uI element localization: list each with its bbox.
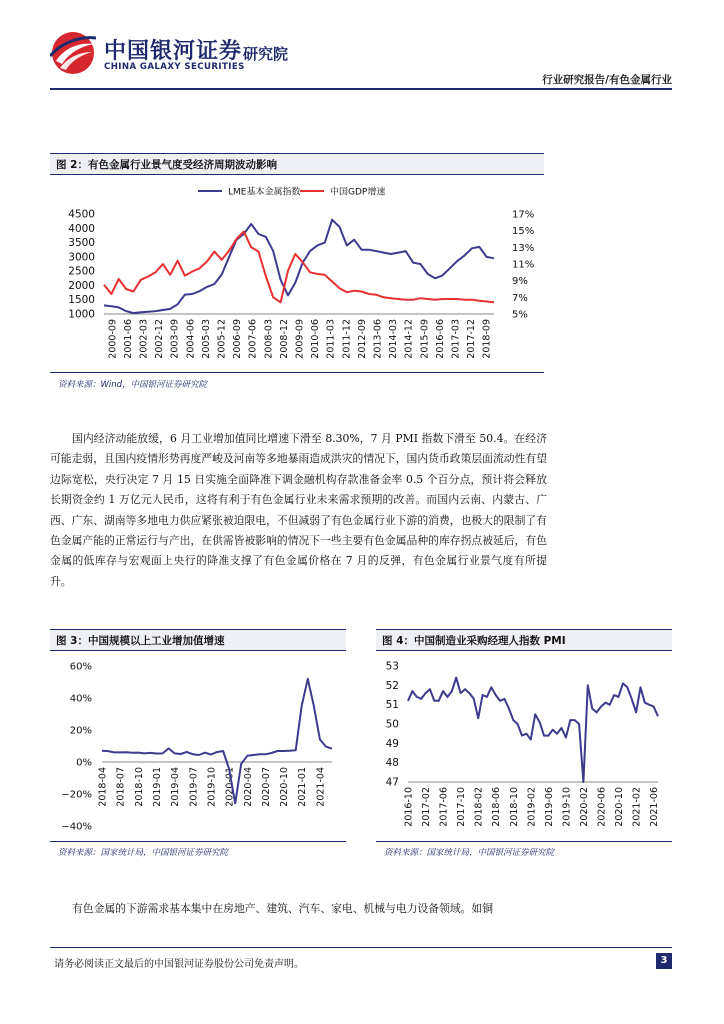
- fig2-gdp-line: [104, 232, 494, 303]
- fig3-x-tick: 2019-01: [151, 767, 163, 807]
- fig4-y-tick: 52: [385, 679, 399, 692]
- fig4-x-tick: 2018-10: [508, 787, 520, 827]
- fig2-x-tick: 2008-03: [263, 319, 275, 359]
- fig2-x-tick: 2007-06: [247, 319, 259, 359]
- fig2-y-left-tick: 2000: [68, 279, 95, 292]
- fig2-x-tick: 2006-09: [232, 319, 244, 359]
- fig4-y-tick: 47: [385, 776, 399, 789]
- brand-department: 研究院: [243, 45, 289, 63]
- fig2-x-tick: 2011-12: [341, 319, 353, 359]
- fig3-x-tick: 2020-07: [260, 767, 272, 807]
- fig2-y-right-tick: 17%: [512, 209, 535, 221]
- fig2-x-tick: 2017-12: [466, 319, 478, 359]
- fig4-x-tick: 2019-02: [526, 787, 538, 827]
- fig2-y-right-tick: 9%: [512, 276, 528, 288]
- fig3-y-tick: 0%: [76, 757, 92, 769]
- fig3-y-tick: 40%: [69, 693, 92, 705]
- fig2-x-tick: 2009-09: [294, 319, 306, 359]
- figure4-source-divider: [376, 841, 672, 842]
- fig2-y-right-tick: 15%: [512, 226, 535, 238]
- fig4-x-tick: 2017-06: [438, 787, 450, 827]
- fig3-x-tick: 2018-10: [133, 767, 145, 807]
- fig3-y-tick: −40%: [61, 821, 92, 833]
- fig2-y-right-tick: 5%: [512, 309, 528, 321]
- fig4-x-tick: 2019-10: [561, 787, 573, 827]
- fig4-x-tick: 2018-06: [491, 787, 503, 827]
- fig4-y-tick: 49: [385, 737, 399, 750]
- page-number: 3: [656, 953, 672, 969]
- fig4-x-tick: 2021-06: [649, 787, 661, 827]
- fig4-x-tick: 2020-02: [578, 787, 590, 827]
- fig4-y-tick: 48: [385, 757, 399, 770]
- fig2-y-right-tick: 13%: [512, 242, 535, 254]
- fig2-x-tick: 2013-06: [372, 319, 384, 359]
- figure4-caption: 图 4：中国制造业采购经理人指数 PMI: [376, 629, 672, 651]
- fig2-x-tick: 2005-12: [216, 319, 228, 359]
- fig4-x-tick: 2017-10: [456, 787, 468, 827]
- fig4-x-tick: 2021-02: [631, 787, 643, 827]
- figure3-source: 资料来源：国家统计局，中国银河证券研究院: [58, 848, 229, 858]
- body-paragraph-1: [50, 429, 547, 592]
- fig2-y-left-tick: 1500: [68, 294, 95, 307]
- figure3-caption: 图 3：中国规模以上工业增加值增速: [50, 629, 346, 651]
- fig2-x-tick: 2014-12: [403, 319, 415, 359]
- fig3-x-tick: 2019-07: [188, 767, 200, 807]
- fig4-x-tick: 2020-10: [614, 787, 626, 827]
- fig3-x-tick: 2020-01: [224, 767, 236, 807]
- fig3-x-tick: 2020-10: [279, 767, 291, 807]
- fig4-x-tick: 2017-02: [421, 787, 433, 827]
- fig3-x-tick: 2021-01: [297, 767, 309, 807]
- fig3-x-tick: 2019-10: [206, 767, 218, 807]
- fig2-x-tick: 2008-12: [278, 319, 290, 359]
- fig2-x-tick: 2011-03: [325, 319, 337, 359]
- footer-disclaimer: 请务必阅读正文最后的中国银河证券股份公司免责声明。: [54, 959, 304, 970]
- fig2-x-tick: 2003-09: [169, 319, 181, 359]
- figure4-chart: [376, 652, 672, 840]
- report-category: 行业研究报告/有色金属行业: [542, 74, 672, 86]
- figure4-source: 资料来源：国家统计局，中国银河证券研究院: [384, 848, 555, 858]
- legend-label-gdp: 中国GDP增速: [330, 187, 386, 198]
- fig3-x-tick: 2018-04: [97, 767, 109, 807]
- fig2-x-tick: 2010-06: [310, 319, 322, 359]
- figure3-source-divider: [50, 841, 346, 842]
- fig3-y-tick: −20%: [61, 789, 92, 801]
- fig2-y-right-tick: 11%: [512, 259, 535, 271]
- fig4-x-tick: 2020-06: [596, 787, 608, 827]
- header-divider: [50, 88, 672, 90]
- fig2-y-left-tick: 1000: [68, 308, 95, 321]
- fig3-y-tick: 20%: [69, 725, 92, 737]
- fig2-y-left-tick: 2500: [68, 265, 95, 278]
- fig2-y-right-tick: 7%: [512, 292, 528, 304]
- fig2-x-tick: 2002-03: [138, 319, 150, 359]
- fig2-x-tick: 2016-06: [434, 319, 446, 359]
- fig2-y-left-tick: 4500: [68, 208, 95, 221]
- fig3-x-tick: 2018-07: [115, 767, 127, 807]
- fig4-x-tick: 2016-10: [403, 787, 415, 827]
- fig2-y-left-tick: 3000: [68, 251, 95, 264]
- figure2-chart: [50, 176, 550, 370]
- brand-name-cn: 中国银河证券: [104, 39, 243, 64]
- legend-label-lme: LME基本金属指数: [228, 187, 301, 198]
- fig2-x-tick: 2002-12: [154, 319, 166, 359]
- fig2-x-tick: 2017-03: [450, 319, 462, 359]
- fig2-x-tick: 2000-09: [107, 319, 119, 359]
- figure3-chart: [50, 652, 346, 840]
- fig2-x-tick: 2001-06: [122, 319, 134, 359]
- figure2-source-divider: [50, 372, 544, 373]
- fig3-x-tick: 2019-04: [170, 767, 182, 807]
- figure2-source: 资料来源：Wind，中国银河证券研究院: [58, 380, 208, 390]
- fig2-x-tick: 2005-03: [200, 319, 212, 359]
- footer-divider: [50, 947, 672, 948]
- fig2-x-tick: 2015-09: [419, 319, 431, 359]
- fig2-y-left-tick: 4000: [68, 222, 95, 235]
- brand-name-en: CHINA GALAXY SECURITIES: [104, 62, 245, 72]
- fig4-x-tick: 2019-06: [543, 787, 555, 827]
- fig4-y-tick: 51: [385, 699, 399, 712]
- paragraph-text: 有色金属的下游需求基本集中在房地产、建筑、汽车、家电、机械与电力设备领域。如铜: [72, 902, 494, 915]
- figure2-caption: 图 2：有色金属行业景气度受经济周期波动影响: [50, 153, 544, 175]
- fig3-x-tick: 2020-04: [242, 767, 254, 807]
- fig3-y-tick: 60%: [69, 661, 92, 673]
- fig4-x-tick: 2018-02: [473, 787, 485, 827]
- fig2-x-tick: 2012-09: [356, 319, 368, 359]
- fig3-x-tick: 2021-04: [315, 767, 327, 807]
- fig2-x-tick: 2018-09: [481, 319, 493, 359]
- body-paragraph-2: [50, 899, 547, 919]
- figure2-legend: [198, 186, 385, 198]
- galaxy-logo-icon: [50, 30, 96, 76]
- paragraph-text: 国内经济动能放缓，6 月工业增加值同比增速下滑至 8.30%，7 月 PMI 指数下滑至 50.4。在经济可能走弱，且国内疫情形势再度严峻及河南等多地暴雨造成洪灾的情况下，国内货币政策层面流动性有望边际宽松，央行决定 7 月 15 日实施全面降准下调金融机构存款准备金率 0.5 个百分点，预计将会释放长期资金约 1 万亿元人民币，这将有利于有色金属行业未来需求预期的改善。而国内云南、内蒙古、广西、广东、湖南等多地电力供应紧张被迫限电，不但减弱了有色金属行业下游的消费，也极大的限制了有色金属产能的正常运行与产出，在供需皆被影响的情况下一些主要有色金属品种的库存拐点被延后，有色金属的低库存与宏观面上央行的降准支撑了有色金属价格在 7 月的反弹，有色金属行业景气度有所提升。: [50, 432, 547, 588]
- fig2-x-tick: 2014-03: [388, 319, 400, 359]
- fig2-x-tick: 2004-06: [185, 319, 197, 359]
- fig4-pmi-line: [408, 678, 658, 782]
- fig4-y-tick: 50: [385, 718, 399, 731]
- fig2-y-left-tick: 3500: [68, 237, 95, 250]
- fig4-y-tick: 53: [385, 660, 399, 673]
